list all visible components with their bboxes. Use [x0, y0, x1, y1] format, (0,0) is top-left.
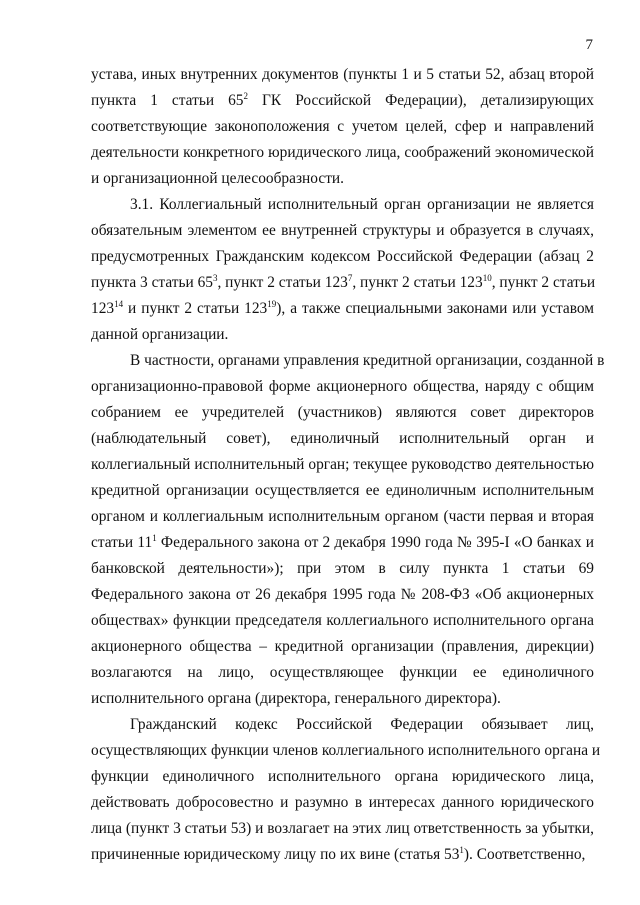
text-run: , пункт 2 статьи 123	[217, 274, 348, 291]
page-number: 7	[585, 37, 593, 53]
text-run: ), а также специальными законами или уставом	[276, 300, 594, 317]
text-run: обществах» функции председателя коллегиального исполнительного органа	[91, 612, 594, 629]
text-line	[91, 556, 594, 582]
text-run: ГК Российской Федерации), детализирующих	[248, 92, 594, 109]
body-text	[91, 62, 605, 868]
superscript: 14	[114, 299, 124, 309]
text-run: лица (пункт 3 статьи 53) и возлагает на этих лиц ответственность за убытки,	[91, 820, 594, 837]
text-run: предусмотренных Гражданским кодексом Российской Федерации (абзац 2	[91, 248, 594, 265]
text-line	[91, 244, 594, 270]
superscript: 1	[152, 533, 157, 543]
text-run: данной организации.	[91, 326, 229, 343]
text-run: пункта 3 статьи 65	[91, 274, 213, 291]
text-run: 3.1. Коллегиальный исполнительный орган организации не является	[130, 196, 594, 213]
text-run: Гражданский кодекс Российской Федерации обязывает лиц,	[130, 716, 594, 733]
text-line	[91, 634, 594, 660]
text-line	[91, 296, 594, 322]
text-line	[91, 452, 594, 478]
text-line	[91, 426, 594, 452]
text-run: деятельности конкретного юридического лица, соображений экономической	[91, 144, 594, 161]
text-line	[91, 348, 605, 374]
text-run: и организационной целесообразности.	[91, 170, 344, 187]
text-run: возлагаются на лицо, осуществляющее функции ее единоличного	[91, 664, 594, 681]
text-run: 123	[91, 300, 115, 317]
text-run: (наблюдательный совет), единоличный исполнительный орган и	[91, 430, 594, 447]
text-run: статьи 11	[91, 534, 153, 551]
text-run: обязательным элементом ее внутренней структуры и образуется в случаях,	[91, 222, 594, 239]
text-run: действовать добросовестно и разумно в интересах данного юридического	[91, 794, 594, 811]
text-line	[91, 400, 594, 426]
text-run: соответствующие законоположения с учетом целей, сфер и направлений	[91, 118, 594, 135]
text-run: банковской деятельности»); при этом в силу пункта 1 статьи 69	[91, 560, 594, 577]
text-run: собранием ее учредителей (участников) являются совет директоров	[91, 404, 594, 421]
superscript: 3	[212, 273, 218, 283]
text-line	[91, 88, 594, 114]
text-line	[91, 140, 594, 166]
text-run: Федерального закона от 2 декабря 1990 года № 395-I «О банках и	[156, 534, 594, 551]
text-run: пункта 1 статьи 65	[91, 92, 244, 109]
paragraph	[91, 348, 605, 712]
text-run: , пункт 2 статьи	[491, 274, 596, 291]
text-run: кредитной организации осуществляется ее единоличным исполнительным	[91, 482, 594, 499]
paragraph	[91, 62, 594, 192]
text-line	[91, 192, 594, 218]
superscript: 1	[459, 845, 464, 855]
text-line	[91, 504, 594, 530]
text-run: организационно-правовой форме акционерного общества, наряду с общим	[91, 378, 594, 395]
text-line	[91, 582, 594, 608]
text-line	[91, 842, 594, 868]
text-line	[91, 608, 594, 634]
text-run: причиненные юридическому лицу по их вине (статья 53	[91, 846, 460, 863]
text-run: , пункт 2 статьи 123	[352, 274, 483, 291]
text-line	[91, 816, 594, 842]
text-line	[91, 374, 594, 400]
text-line	[91, 660, 594, 686]
text-line	[91, 62, 594, 88]
text-line	[91, 764, 594, 790]
text-run: В частности, органами управления кредитной организации, созданной в	[130, 352, 605, 369]
text-line	[91, 530, 594, 556]
text-line	[91, 166, 594, 192]
text-run: коллегиальный исполнительный орган; текущее руководство деятельностью	[91, 456, 594, 473]
text-run: Федерального закона от 26 декабря 1995 года № 208-ФЗ «Об акционерных	[91, 586, 594, 603]
text-run: акционерного общества – кредитной организации (правления, дирекции)	[91, 638, 594, 655]
text-run: органом и коллегиальным исполнительным органом (части первая и вторая	[91, 508, 594, 525]
paragraph	[91, 192, 594, 348]
text-run: и пункт 2 статьи 123	[123, 300, 268, 317]
text-run: функции единоличного исполнительного органа юридического лица,	[91, 768, 594, 785]
superscript: 19	[267, 299, 277, 309]
text-run: исполнительного органа (директора, генерального директора).	[91, 690, 501, 707]
text-line	[91, 712, 594, 738]
superscript: 2	[243, 91, 248, 101]
text-line	[91, 790, 594, 816]
text-run: устава, иных внутренних документов (пункты 1 и 5 статьи 52, абзац второй	[91, 66, 594, 83]
text-run: осуществляющих функции членов коллегиального исполнительного органа и	[91, 742, 601, 759]
text-line	[91, 738, 601, 764]
text-line	[91, 686, 594, 712]
text-line	[91, 270, 594, 296]
superscript: 7	[347, 273, 353, 283]
superscript: 10	[482, 273, 492, 283]
text-line	[91, 218, 594, 244]
text-line	[91, 114, 594, 140]
paragraph	[91, 712, 601, 868]
text-line	[91, 478, 594, 504]
text-run: ). Соответственно,	[463, 846, 586, 863]
text-line	[91, 322, 594, 348]
